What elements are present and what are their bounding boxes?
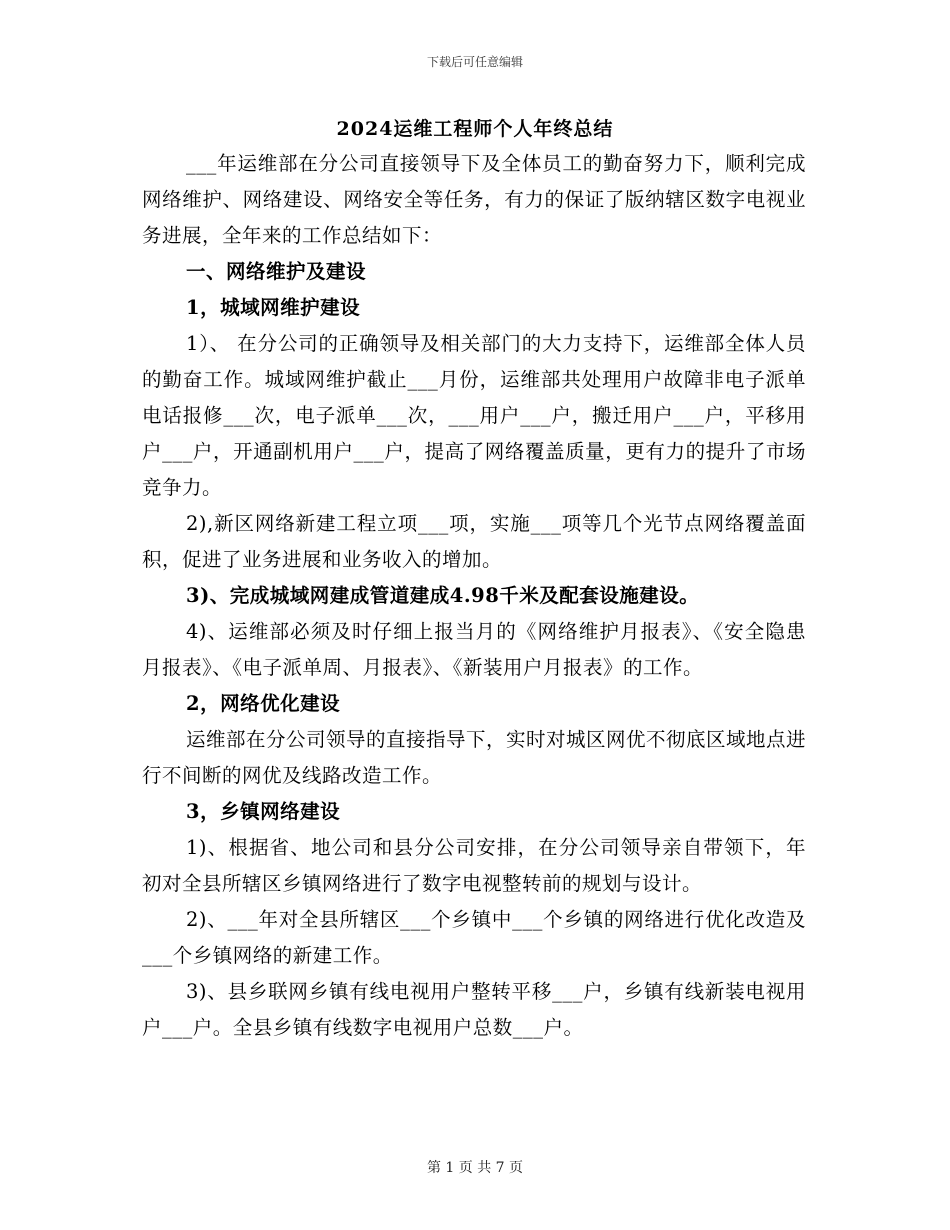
paragraph-item-3-bold: 3)、完成城域网建成管道建成4.98千米及配套设施建设。 [186,584,700,607]
page-footer: 第 1 页 共 7 页 [426,1160,524,1176]
subsection-heading-1: 1，城域网维护建设 [186,296,361,319]
paragraph-town-2: 2)、___年对全县所辖区___个乡镇中___个乡镇的网络进行优化改造及___个乡镇网络的新建工作。 [142,908,806,967]
paragraph-optimization: 运维部在分公司领导的直接指导下，实时对城区网优不彻底区域地点进行不间断的网优及线路改造工作。 [142,728,807,787]
subsection-heading-2: 2，网络优化建设 [186,692,341,715]
document-title: 2024运维工程师个人年终总结 [336,118,614,140]
section-heading-1: 一、网络维护及建设 [186,260,367,283]
paragraph-town-3: 3)、县乡联网乡镇有线电视用户整转平移___户，乡镇有线新装电视用户___户。全县乡镇有线数字电视用户总数___户。 [142,980,806,1039]
paragraph-item-2: 2),新区网络新建工程立项___项，实施___项等几个光节点网络覆盖面积，促进了业务进展和业务收入的增加。 [142,512,806,571]
header-note: 下载后可任意编辑 [426,55,523,69]
document-body [142,146,806,1046]
paragraph-item-1: 1）、 在分公司的正确领导及相关部门的大力支持下，运维部全体人员的勤奋工作。城域网维护截止___月份，运维部共处理用户故障非电子派单电话报修___次，电子派单___次，___用户___户，搬迁用户___户，平移用户___户，开通副机用户___户，提高了网络覆盖质量，更有力的提升了市场竞争力。 [142,332,806,499]
paragraph-item-4: 4)、运维部必须及时仔细上报当月的《网络维护月报表》、《安全隐患月报表》、《电子派单周、月报表》、《新装用户月报表》的工作。 [142,620,806,679]
paragraph-town-1: 1)、根据省、地公司和县分公司安排，在分公司领导亲自带领下，年初对全县所辖区乡镇网络进行了数字电视整转前的规划与设计。 [142,836,806,895]
subsection-heading-3: 3，乡镇网络建设 [186,800,341,823]
paragraph-intro: ___年运维部在分公司直接领导下及全体员工的勤奋努力下，顺利完成网络维护、网络建设、网络安全等任务，有力的保证了版纳辖区数字电视业务进展，全年来的工作总结如下： [142,152,806,247]
